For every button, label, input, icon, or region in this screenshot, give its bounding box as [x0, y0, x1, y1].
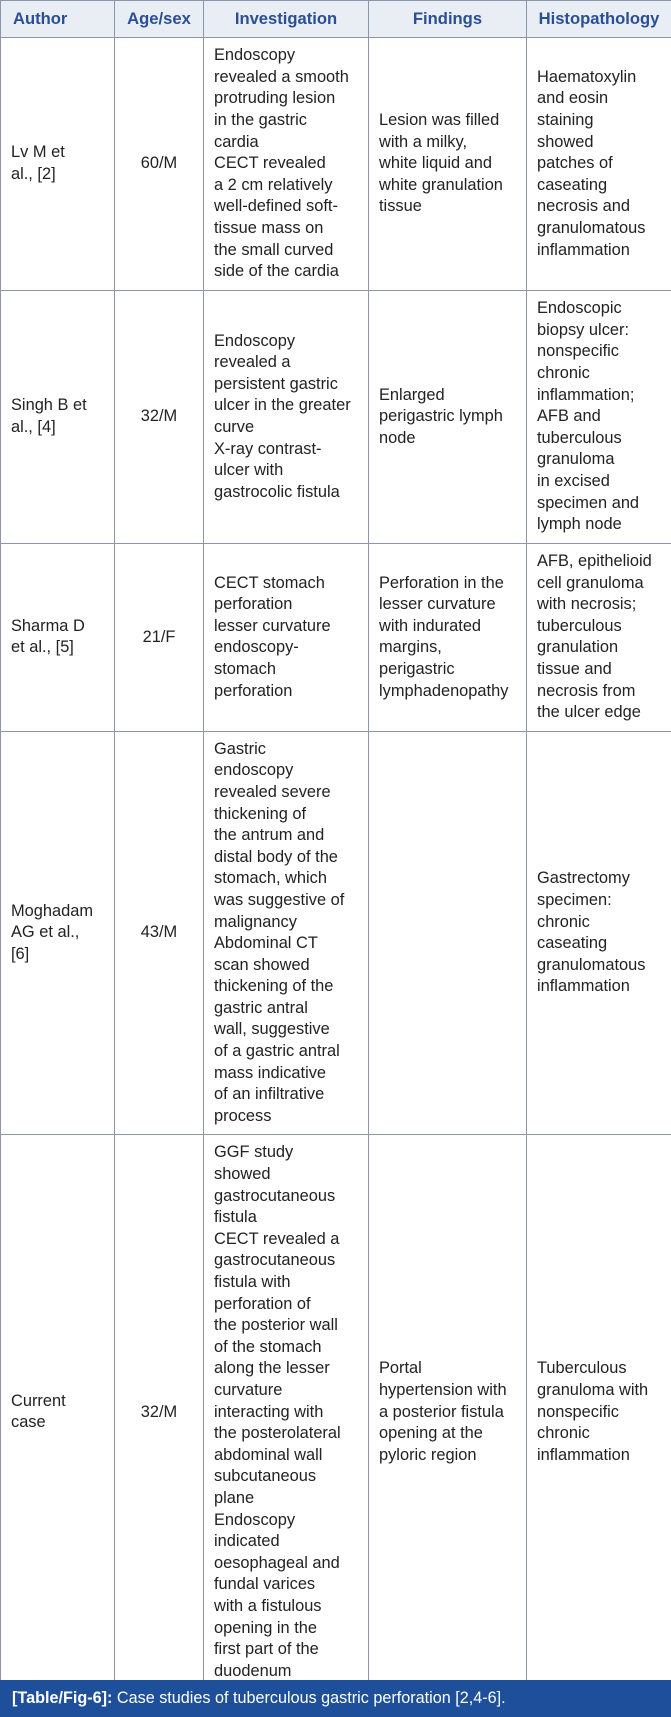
header-investigation: Investigation — [204, 1, 369, 38]
table-row — [1, 544, 671, 732]
cell-investigation: CECT stomach perforation lesser curvature endoscopy- stomach perforation — [204, 544, 369, 732]
cell-author: Lv M et al., [2] — [1, 38, 115, 291]
cell-investigation: Gastric endoscopy revealed severe thickening of the antrum and distal body of the stomach, which was suggestive of malignancy Abdominal CT scan showed thickening of the gastric antral wall, suggestive of a gastric antral mass indicative of an infiltrative process — [204, 731, 369, 1135]
cell-histopathology: Tuberculous granuloma with nonspecific chronic inflammation — [527, 1135, 671, 1690]
cell-findings: Perforation in the lesser curvature with indurated margins, perigastric lymphadenopathy — [369, 544, 527, 732]
header-age-sex: Age/sex — [115, 1, 204, 38]
cell-histopathology: Endoscopic biopsy ulcer: nonspecific chronic inflammation; AFB and tuberculous granuloma in excised specimen and lymph node — [527, 291, 671, 544]
table-caption — [0, 1680, 671, 1717]
cell-author: Current case — [1, 1135, 115, 1690]
cell-investigation: GGF study showed gastrocutaneous fistula CECT revealed a gastrocutaneous fistula with perforation of the posterior wall of the stomach along the lesser curvature interacting with the posterolateral abdominal wall subcutaneous plane Endoscopy indicated oesophageal and fundal varices with a fistulous opening in the first part of the duodenum — [204, 1135, 369, 1690]
header-row — [1, 1, 671, 38]
cell-age-sex: 21/F — [115, 544, 204, 732]
cell-findings — [369, 731, 527, 1135]
cell-investigation: Endoscopy revealed a smooth protruding lesion in the gastric cardia CECT revealed a 2 cm relatively well-defined soft- tissue mass on the small curved side of the cardia — [204, 38, 369, 291]
header-findings: Findings — [369, 1, 527, 38]
table-row — [1, 291, 671, 544]
table-row — [1, 731, 671, 1135]
caption-text: Case studies of tuberculous gastric perforation [2,4-6]. — [116, 1689, 506, 1707]
header-author: Author — [1, 1, 115, 38]
table-row — [1, 38, 671, 291]
cell-findings: Enlarged perigastric lymph node — [369, 291, 527, 544]
cell-author: Moghadam AG et al., [6] — [1, 731, 115, 1135]
cell-author: Sharma D et al., [5] — [1, 544, 115, 732]
table-row — [1, 1135, 671, 1690]
cell-histopathology: Haematoxylin and eosin staining showed patches of caseating necrosis and granulomatous inflammation — [527, 38, 671, 291]
cell-findings: Lesion was filled with a milky, white liquid and white granulation tissue — [369, 38, 527, 291]
cell-histopathology: Gastrectomy specimen: chronic caseating granulomatous inflammation — [527, 731, 671, 1135]
cell-age-sex: 43/M — [115, 731, 204, 1135]
caption-label: [Table/Fig-6]: — [12, 1689, 113, 1707]
cell-age-sex: 32/M — [115, 1135, 204, 1690]
cell-age-sex: 32/M — [115, 291, 204, 544]
cell-age-sex: 60/M — [115, 38, 204, 291]
cell-author: Singh B et al., [4] — [1, 291, 115, 544]
cell-histopathology: AFB, epithelioid cell granuloma with necrosis; tuberculous granulation tissue and necrosis from the ulcer edge — [527, 544, 671, 732]
cell-investigation: Endoscopy revealed a persistent gastric ulcer in the greater curve X-ray contrast- ulcer with gastrocolic fistula — [204, 291, 369, 544]
header-histopathology: Histopathology — [527, 1, 671, 38]
cell-findings: Portal hypertension with a posterior fistula opening at the pyloric region — [369, 1135, 527, 1690]
table-header — [1, 1, 671, 38]
table-body — [1, 38, 671, 1690]
